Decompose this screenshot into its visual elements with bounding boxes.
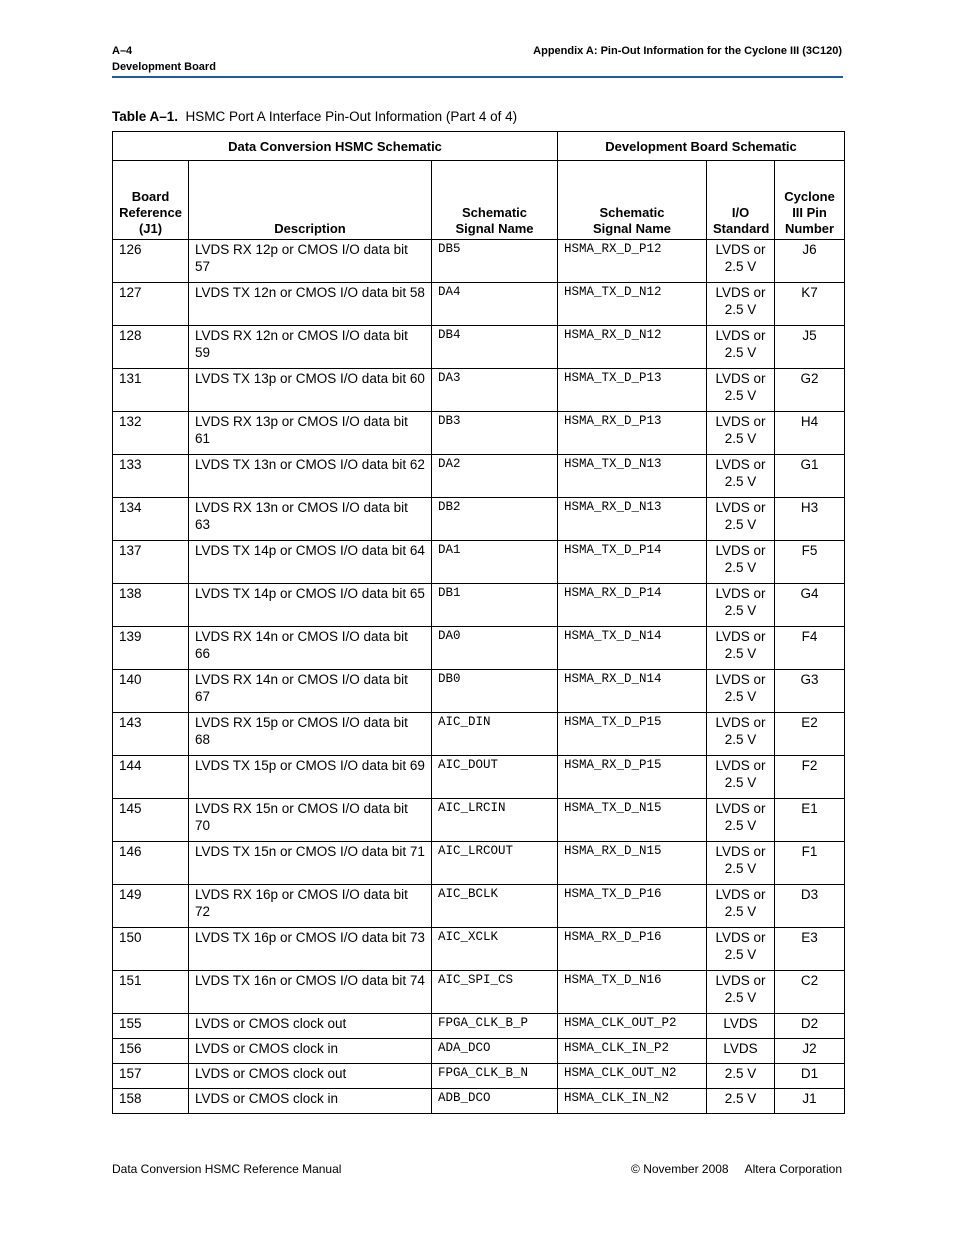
cell-dev-signal: HSMA_TX_D_P16 — [558, 885, 707, 928]
cell-description: LVDS RX 14n or CMOS I/O data bit 67 — [189, 670, 432, 713]
cell-board-reference: 144 — [113, 756, 189, 799]
cell-pin-number: J2 — [775, 1039, 845, 1064]
cell-hsmc-signal: DB1 — [432, 584, 558, 627]
cell-hsmc-signal: ADA_DCO — [432, 1039, 558, 1064]
table-row — [113, 670, 845, 713]
col-header-board-reference: Board Reference (J1) — [113, 161, 189, 240]
cell-hsmc-signal: ADB_DCO — [432, 1089, 558, 1114]
cell-io-standard: LVDS — [707, 1014, 775, 1039]
cell-board-reference: 137 — [113, 541, 189, 584]
cell-dev-signal: HSMA_RX_D_N12 — [558, 326, 707, 369]
group-header-devboard: Development Board Schematic — [558, 132, 845, 161]
cell-io-standard: LVDS or 2.5 V — [707, 713, 775, 756]
cell-pin-number: F1 — [775, 842, 845, 885]
cell-hsmc-signal: DB3 — [432, 412, 558, 455]
section-name: Development Board — [112, 61, 216, 73]
cell-board-reference: 149 — [113, 885, 189, 928]
table-row — [113, 1064, 845, 1089]
cell-board-reference: 145 — [113, 799, 189, 842]
cell-description: LVDS or CMOS clock in — [189, 1089, 432, 1114]
cell-io-standard: 2.5 V — [707, 1064, 775, 1089]
cell-io-standard: LVDS or 2.5 V — [707, 326, 775, 369]
cell-description: LVDS TX 13p or CMOS I/O data bit 60 — [189, 369, 432, 412]
cell-hsmc-signal: AIC_BCLK — [432, 885, 558, 928]
cell-description: LVDS TX 14p or CMOS I/O data bit 64 — [189, 541, 432, 584]
cell-dev-signal: HSMA_TX_D_N13 — [558, 455, 707, 498]
table-body — [113, 240, 845, 1114]
cell-board-reference: 150 — [113, 928, 189, 971]
cell-description: LVDS RX 12n or CMOS I/O data bit 59 — [189, 326, 432, 369]
cell-board-reference: 131 — [113, 369, 189, 412]
cell-description: LVDS TX 15n or CMOS I/O data bit 71 — [189, 842, 432, 885]
cell-hsmc-signal: AIC_DOUT — [432, 756, 558, 799]
table-row — [113, 713, 845, 756]
cell-hsmc-signal: DB4 — [432, 326, 558, 369]
cell-board-reference: 157 — [113, 1064, 189, 1089]
cell-io-standard: LVDS or 2.5 V — [707, 928, 775, 971]
cell-pin-number: K7 — [775, 283, 845, 326]
cell-hsmc-signal: DA3 — [432, 369, 558, 412]
cell-hsmc-signal: DA4 — [432, 283, 558, 326]
cell-io-standard: LVDS or 2.5 V — [707, 885, 775, 928]
cell-pin-number: D3 — [775, 885, 845, 928]
cell-pin-number: G1 — [775, 455, 845, 498]
cell-pin-number: D1 — [775, 1064, 845, 1089]
cell-pin-number: F4 — [775, 627, 845, 670]
cell-io-standard: LVDS or 2.5 V — [707, 412, 775, 455]
cell-board-reference: 132 — [113, 412, 189, 455]
cell-hsmc-signal: AIC_LRCOUT — [432, 842, 558, 885]
cell-description: LVDS RX 16p or CMOS I/O data bit 72 — [189, 885, 432, 928]
cell-pin-number: E3 — [775, 928, 845, 971]
pinout-table — [112, 131, 845, 1114]
table-row — [113, 971, 845, 1014]
cell-pin-number: J6 — [775, 240, 845, 283]
cell-io-standard: LVDS or 2.5 V — [707, 240, 775, 283]
cell-pin-number: G3 — [775, 670, 845, 713]
cell-dev-signal: HSMA_TX_D_N15 — [558, 799, 707, 842]
header-rule — [112, 76, 843, 78]
col-header-dev-signal: Schematic Signal Name — [558, 161, 707, 240]
table-row — [113, 928, 845, 971]
cell-description: LVDS RX 14n or CMOS I/O data bit 66 — [189, 627, 432, 670]
cell-description: LVDS or CMOS clock out — [189, 1064, 432, 1089]
cell-dev-signal: HSMA_TX_D_P13 — [558, 369, 707, 412]
cell-dev-signal: HSMA_TX_D_P15 — [558, 713, 707, 756]
cell-description: LVDS RX 13n or CMOS I/O data bit 63 — [189, 498, 432, 541]
cell-hsmc-signal: AIC_SPI_CS — [432, 971, 558, 1014]
cell-hsmc-signal: DA2 — [432, 455, 558, 498]
cell-board-reference: 156 — [113, 1039, 189, 1064]
table-row — [113, 885, 845, 928]
cell-dev-signal: HSMA_RX_D_P16 — [558, 928, 707, 971]
cell-pin-number: J1 — [775, 1089, 845, 1114]
cell-board-reference: 140 — [113, 670, 189, 713]
cell-dev-signal: HSMA_RX_D_N14 — [558, 670, 707, 713]
cell-io-standard: LVDS or 2.5 V — [707, 842, 775, 885]
cell-description: LVDS TX 12n or CMOS I/O data bit 58 — [189, 283, 432, 326]
col-header-pin-number: Cyclone III Pin Number — [775, 161, 845, 240]
cell-pin-number: C2 — [775, 971, 845, 1014]
cell-board-reference: 158 — [113, 1089, 189, 1114]
cell-description: LVDS RX 15p or CMOS I/O data bit 68 — [189, 713, 432, 756]
footer-company: Altera Corporation — [744, 1162, 842, 1176]
cell-board-reference: 128 — [113, 326, 189, 369]
table-row — [113, 627, 845, 670]
table-row — [113, 369, 845, 412]
table-row — [113, 584, 845, 627]
cell-pin-number: D2 — [775, 1014, 845, 1039]
cell-hsmc-signal: DA1 — [432, 541, 558, 584]
cell-description: LVDS TX 16p or CMOS I/O data bit 73 — [189, 928, 432, 971]
cell-board-reference: 139 — [113, 627, 189, 670]
cell-pin-number: E1 — [775, 799, 845, 842]
table-row — [113, 326, 845, 369]
cell-io-standard: LVDS or 2.5 V — [707, 627, 775, 670]
cell-description: LVDS RX 13p or CMOS I/O data bit 61 — [189, 412, 432, 455]
col-header-description: Description — [189, 161, 432, 240]
cell-dev-signal: HSMA_RX_D_P15 — [558, 756, 707, 799]
cell-io-standard: LVDS or 2.5 V — [707, 369, 775, 412]
table-row — [113, 1039, 845, 1064]
cell-io-standard: LVDS or 2.5 V — [707, 584, 775, 627]
footer-manual-title: Data Conversion HSMC Reference Manual — [112, 1162, 342, 1176]
cell-dev-signal: HSMA_TX_D_P14 — [558, 541, 707, 584]
footer-date: © November 2008 — [631, 1162, 729, 1176]
table-row — [113, 455, 845, 498]
cell-pin-number: H4 — [775, 412, 845, 455]
table-caption-label: Table A–1. — [112, 109, 179, 124]
table-row — [113, 1014, 845, 1039]
cell-pin-number: G2 — [775, 369, 845, 412]
cell-io-standard: LVDS or 2.5 V — [707, 498, 775, 541]
table-row — [113, 1089, 845, 1114]
cell-pin-number: G4 — [775, 584, 845, 627]
cell-io-standard: LVDS or 2.5 V — [707, 971, 775, 1014]
cell-io-standard: LVDS or 2.5 V — [707, 756, 775, 799]
cell-hsmc-signal: FPGA_CLK_B_N — [432, 1064, 558, 1089]
cell-board-reference: 138 — [113, 584, 189, 627]
cell-dev-signal: HSMA_TX_D_N12 — [558, 283, 707, 326]
cell-pin-number: J5 — [775, 326, 845, 369]
group-header-hsmc: Data Conversion HSMC Schematic — [113, 132, 558, 161]
cell-board-reference: 151 — [113, 971, 189, 1014]
cell-hsmc-signal: AIC_XCLK — [432, 928, 558, 971]
table-row — [113, 756, 845, 799]
cell-pin-number: F5 — [775, 541, 845, 584]
cell-board-reference: 146 — [113, 842, 189, 885]
cell-description: LVDS TX 15p or CMOS I/O data bit 69 — [189, 756, 432, 799]
cell-hsmc-signal: DB2 — [432, 498, 558, 541]
cell-dev-signal: HSMA_RX_D_P12 — [558, 240, 707, 283]
cell-board-reference: 134 — [113, 498, 189, 541]
cell-io-standard: LVDS or 2.5 V — [707, 670, 775, 713]
cell-board-reference: 155 — [113, 1014, 189, 1039]
appendix-title: Appendix A: Pin-Out Information for the Cyclone III (3C120) — [533, 45, 842, 57]
cell-dev-signal: HSMA_CLK_IN_N2 — [558, 1089, 707, 1114]
cell-io-standard: LVDS or 2.5 V — [707, 283, 775, 326]
cell-io-standard: LVDS or 2.5 V — [707, 799, 775, 842]
cell-description: LVDS RX 15n or CMOS I/O data bit 70 — [189, 799, 432, 842]
cell-hsmc-signal: DA0 — [432, 627, 558, 670]
cell-description: LVDS RX 12p or CMOS I/O data bit 57 — [189, 240, 432, 283]
cell-pin-number: F2 — [775, 756, 845, 799]
table-row — [113, 498, 845, 541]
cell-pin-number: E2 — [775, 713, 845, 756]
table-row — [113, 541, 845, 584]
col-header-hsmc-signal: Schematic Signal Name — [432, 161, 558, 240]
cell-dev-signal: HSMA_CLK_OUT_P2 — [558, 1014, 707, 1039]
cell-dev-signal: HSMA_TX_D_N14 — [558, 627, 707, 670]
cell-hsmc-signal: DB5 — [432, 240, 558, 283]
cell-board-reference: 143 — [113, 713, 189, 756]
cell-hsmc-signal: AIC_DIN — [432, 713, 558, 756]
cell-board-reference: 127 — [113, 283, 189, 326]
cell-board-reference: 133 — [113, 455, 189, 498]
table-row — [113, 799, 845, 842]
cell-dev-signal: HSMA_CLK_IN_P2 — [558, 1039, 707, 1064]
table-caption — [112, 108, 517, 126]
table-caption-text: HSMC Port A Interface Pin-Out Information (Part 4 of 4) — [185, 109, 518, 124]
cell-dev-signal: HSMA_RX_D_N13 — [558, 498, 707, 541]
cell-description: LVDS TX 16n or CMOS I/O data bit 74 — [189, 971, 432, 1014]
cell-hsmc-signal: AIC_LRCIN — [432, 799, 558, 842]
col-header-io-standard: I/O Standard — [707, 161, 775, 240]
cell-description: LVDS TX 13n or CMOS I/O data bit 62 — [189, 455, 432, 498]
cell-description: LVDS TX 14p or CMOS I/O data bit 65 — [189, 584, 432, 627]
cell-dev-signal: HSMA_RX_D_N15 — [558, 842, 707, 885]
cell-io-standard: LVDS or 2.5 V — [707, 455, 775, 498]
table-row — [113, 283, 845, 326]
cell-dev-signal: HSMA_TX_D_N16 — [558, 971, 707, 1014]
cell-description: LVDS or CMOS clock in — [189, 1039, 432, 1064]
cell-io-standard: 2.5 V — [707, 1089, 775, 1114]
cell-dev-signal: HSMA_CLK_OUT_N2 — [558, 1064, 707, 1089]
page-header-left — [112, 43, 216, 75]
cell-board-reference: 126 — [113, 240, 189, 283]
cell-dev-signal: HSMA_RX_D_P14 — [558, 584, 707, 627]
footer-right — [631, 1162, 842, 1176]
cell-description: LVDS or CMOS clock out — [189, 1014, 432, 1039]
cell-dev-signal: HSMA_RX_D_P13 — [558, 412, 707, 455]
cell-hsmc-signal: DB0 — [432, 670, 558, 713]
table-row — [113, 240, 845, 283]
page-number: A–4 — [112, 45, 133, 57]
cell-io-standard: LVDS or 2.5 V — [707, 541, 775, 584]
cell-io-standard: LVDS — [707, 1039, 775, 1064]
cell-hsmc-signal: FPGA_CLK_B_P — [432, 1014, 558, 1039]
table-row — [113, 842, 845, 885]
table-row — [113, 412, 845, 455]
cell-pin-number: H3 — [775, 498, 845, 541]
